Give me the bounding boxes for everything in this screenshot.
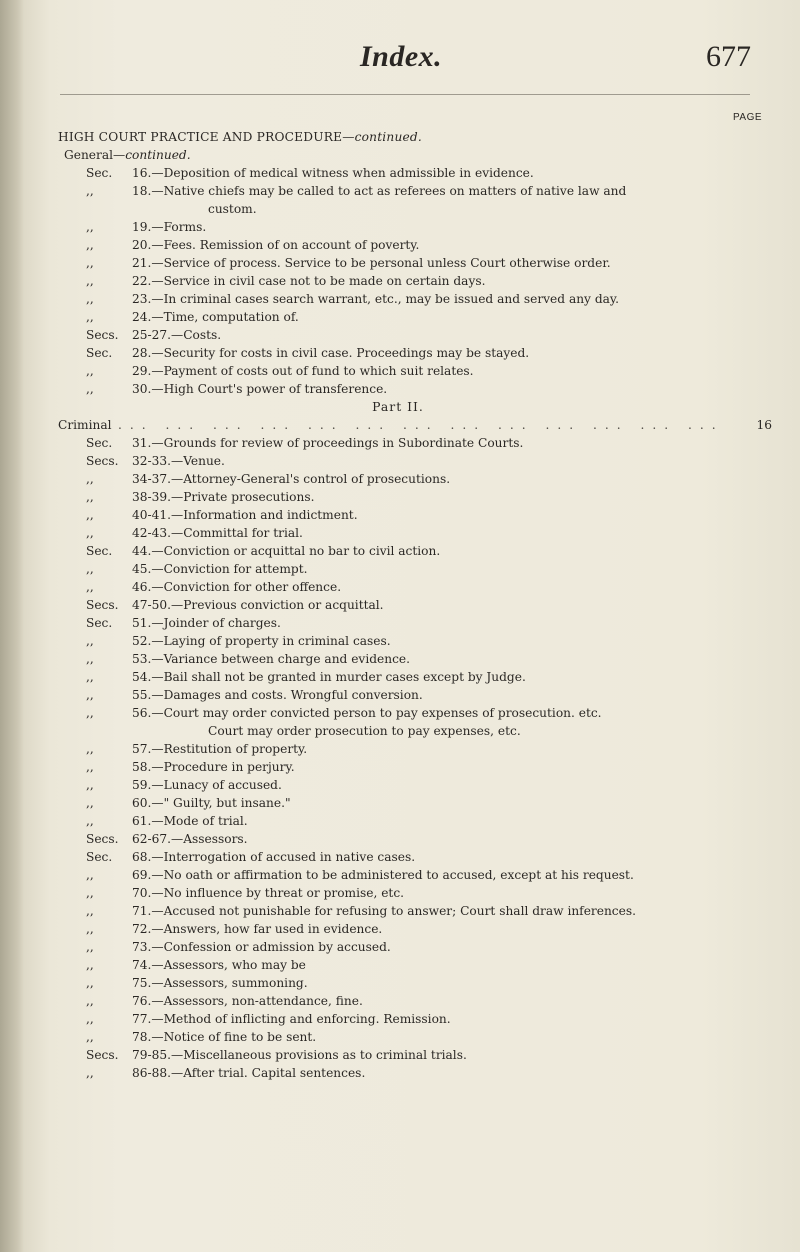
entry-section-number: 44. [132,544,152,558]
index-entry [58,326,778,344]
index-entry [58,704,778,722]
entry-description: —Previous conviction or acquittal. [171,598,384,612]
entry-description: —Miscellaneous provisions as to criminal trials. [171,1048,467,1062]
index-entry [58,182,778,200]
entry-prefix: ,, [86,634,94,648]
entry-description: —Court may order convicted person to pay expenses of prosecution. etc. [151,706,602,720]
entry-prefix: ,, [86,1066,94,1080]
index-entry [58,218,778,236]
entry-section-number: 78. [132,1030,152,1044]
entry-section-number: 21. [132,256,152,270]
entry-description: —Service of process. Service to be personal unless Court otherwise order. [151,256,611,270]
index-body [58,128,778,1082]
entry-section-number: 77. [132,1012,152,1026]
entry-prefix: ,, [86,382,94,396]
criminal-entries-list [58,434,778,1082]
header-rule [60,94,750,95]
index-entry [58,1010,778,1028]
entry-prefix: ,, [86,220,94,234]
section-heading [58,128,778,146]
entry-description: —Damages and costs. Wrongful conversion. [151,688,423,702]
entry-prefix: ,, [86,274,94,288]
index-entry [58,596,778,614]
entry-prefix: ,, [86,940,94,954]
entry-description: —Service in civil case not to be made on certain days. [151,274,486,288]
index-entry [58,1028,778,1046]
index-entry [58,344,778,362]
entry-section-number: 18. [132,184,152,198]
entry-section-number: 76. [132,994,152,1008]
index-entry [58,866,778,884]
entry-section-number: 24. [132,310,152,324]
entry-prefix: Secs. [86,598,119,612]
entry-section-number: 29. [132,364,152,378]
criminal-heading: Criminal [58,418,112,432]
entry-description: —Forms. [151,220,207,234]
entry-prefix: ,, [86,580,94,594]
criminal-heading-line [58,416,778,434]
entry-description: —Variance between charge and evidence. [151,652,410,666]
index-entry [58,488,778,506]
entry-description: —High Court's power of transference. [151,382,388,396]
index-entry [58,470,778,488]
entry-prefix: Sec. [86,346,113,360]
entry-prefix: ,, [86,1012,94,1026]
entry-section-number: 56. [132,706,152,720]
index-entry [58,272,778,290]
index-entry-continuation: Court may order prosecution to pay expenses, etc. [208,724,521,738]
entry-prefix: ,, [86,742,94,756]
entry-prefix: ,, [86,922,94,936]
entry-description: —Assessors, non-attendance, fine. [151,994,363,1008]
entry-section-number: 54. [132,670,152,684]
entry-prefix: ,, [86,886,94,900]
entry-description: —Conviction or acquittal no bar to civil action. [151,544,441,558]
entry-prefix: ,, [86,508,94,522]
entry-section-number: 86-88. [132,1066,172,1080]
index-entry-continuation: custom. [208,202,257,216]
entry-prefix: ,, [86,652,94,666]
entry-section-number: 69. [132,868,152,882]
entry-prefix: ,, [86,994,94,1008]
entry-section-number: 75. [132,976,152,990]
entry-section-number: 38-39. [132,490,172,504]
index-entry [58,848,778,866]
entry-description: —Conviction for other offence. [151,580,342,594]
entry-prefix: ,, [86,292,94,306]
entry-prefix: ,, [86,562,94,576]
entry-description: —Assessors. [171,832,248,846]
index-entry [58,308,778,326]
index-entry [58,740,778,758]
entry-section-number: 58. [132,760,152,774]
subsection-heading [58,146,778,164]
entry-section-number: 70. [132,886,152,900]
entry-section-number: 79-85. [132,1048,172,1062]
entry-description: —Restitution of property. [151,742,308,756]
page-binding-shadow [0,0,24,1252]
entry-prefix: ,, [86,976,94,990]
index-entry [58,650,778,668]
entry-description: —Mode of trial. [151,814,248,828]
entry-description: —No influence by threat or promise, etc. [151,886,405,900]
entry-description: —Committal for trial. [171,526,303,540]
entry-section-number: 22. [132,274,152,288]
entry-section-number: 73. [132,940,152,954]
entry-section-number: 31. [132,436,152,450]
entry-description: —Notice of fine to be sent. [151,1030,317,1044]
entry-description: —" Guilty, but insane." [151,796,291,810]
entry-section-number: 42-43. [132,526,172,540]
entry-section-number: 59. [132,778,152,792]
entry-section-number: 72. [132,922,152,936]
entry-prefix: Secs. [86,454,119,468]
entry-section-number: 74. [132,958,152,972]
entry-description: —Time, computation of. [151,310,299,324]
index-entry [58,452,778,470]
entry-description: —Answers, how far used in evidence. [151,922,383,936]
entry-section-number: 20. [132,238,152,252]
entry-section-number: 57. [132,742,152,756]
index-entry [58,578,778,596]
entry-prefix: ,, [86,490,94,504]
index-entry [58,974,778,992]
entry-prefix: Secs. [86,328,119,342]
entry-description: —Payment of costs out of fund to which suit relates. [151,364,474,378]
entry-prefix: ,, [86,238,94,252]
entry-prefix: ,, [86,310,94,324]
entry-description: —Private prosecutions. [171,490,315,504]
entry-prefix: Sec. [86,850,113,864]
index-entry [58,164,778,182]
entry-prefix: ,, [86,868,94,882]
entry-description: —In criminal cases search warrant, etc., may be issued and served any day. [151,292,620,306]
entry-description: —Attorney-General's control of prosecutions. [171,472,451,486]
entry-description: —Grounds for review of proceedings in Subordinate Courts. [151,436,524,450]
entry-section-number: 51. [132,616,152,630]
entry-description: —Bail shall not be granted in murder cases except by Judge. [151,670,526,684]
entry-prefix: ,, [86,706,94,720]
index-entry [58,902,778,920]
entry-description: —After trial. Capital sentences. [171,1066,366,1080]
index-entry [58,686,778,704]
index-entry [58,362,778,380]
index-entry [58,956,778,974]
entry-description: —No oath or affirmation to be administered to accused, except at his request. [151,868,634,882]
entry-prefix: ,, [86,958,94,972]
entry-description: —Venue. [171,454,225,468]
entry-section-number: 25-27. [132,328,172,342]
entry-description: —Security for costs in civil case. Proceedings may be stayed. [151,346,530,360]
entry-section-number: 62-67. [132,832,172,846]
entry-prefix: ,, [86,688,94,702]
entry-description: —Procedure in perjury. [151,760,295,774]
entry-prefix: ,, [86,904,94,918]
entry-prefix: Sec. [86,616,113,630]
entry-section-number: 16. [132,166,152,180]
page-number: 677 [706,40,751,73]
entry-section-number: 30. [132,382,152,396]
index-entry [58,380,778,398]
entry-description: —Accused not punishable for refusing to answer; Court shall draw inferences. [151,904,636,918]
entry-section-number: 32-33. [132,454,172,468]
entry-prefix: ,, [86,760,94,774]
entry-prefix: Sec. [86,166,113,180]
entry-description: —Native chiefs may be called to act as referees on matters of native law and [151,184,627,198]
entry-section-number: 19. [132,220,152,234]
index-entry [58,938,778,956]
index-entry [58,236,778,254]
entry-prefix: Sec. [86,436,113,450]
criminal-page-ref: 16 [756,418,772,432]
entry-prefix: ,, [86,670,94,684]
entry-section-number: 52. [132,634,152,648]
entry-section-number: 46. [132,580,152,594]
entry-description: —Method of inflicting and enforcing. Remission. [151,1012,451,1026]
entry-description: —Information and indictment. [171,508,358,522]
entry-prefix: ,, [86,1030,94,1044]
index-entry [58,1046,778,1064]
index-entry [58,776,778,794]
entry-description: —Interrogation of accused in native cases. [151,850,416,864]
entry-description: —Assessors, summoning. [151,976,308,990]
entry-section-number: 68. [132,850,152,864]
index-entry [58,254,778,272]
entry-description: —Joinder of charges. [151,616,281,630]
index-entry [58,668,778,686]
entry-section-number: 23. [132,292,152,306]
entry-section-number: 45. [132,562,152,576]
running-title: Index. [360,40,443,73]
index-entry [58,632,778,650]
index-entry [58,884,778,902]
entry-prefix: ,, [86,256,94,270]
entry-section-number: 47-50. [132,598,172,612]
entry-prefix: ,, [86,526,94,540]
entry-description: —Confession or admission by accused. [151,940,391,954]
index-entry [58,830,778,848]
entry-prefix: ,, [86,472,94,486]
index-entry [58,614,778,632]
index-entry [58,920,778,938]
index-entry [58,290,778,308]
section-heading-continued: —continued. [342,130,422,144]
index-entry [58,812,778,830]
index-entry [58,1064,778,1082]
entry-description: —Assessors, who may be [151,958,306,972]
dot-leader: ... ... ... ... ... ... ... ... ... ... ... ... ... [118,418,724,432]
entry-prefix: ,, [86,184,94,198]
entry-prefix: Secs. [86,832,119,846]
page-header [0,0,800,100]
entry-section-number: 71. [132,904,152,918]
index-entry [58,524,778,542]
section-heading-text: HIGH COURT PRACTICE AND PROCEDURE [58,130,343,144]
entry-section-number: 28. [132,346,152,360]
index-entry [58,542,778,560]
entry-description: —Fees. Remission of on account of poverty. [151,238,420,252]
entry-section-number: 55. [132,688,152,702]
entry-prefix: Secs. [86,1048,119,1062]
index-entry [58,506,778,524]
entry-section-number: 60. [132,796,152,810]
entry-prefix: ,, [86,814,94,828]
index-entry [58,992,778,1010]
index-entry [58,758,778,776]
general-entries-list [58,164,778,398]
entry-prefix: ,, [86,778,94,792]
page-column-label: PAGE [733,112,763,123]
entry-section-number: 61. [132,814,152,828]
entry-description: —Conviction for attempt. [151,562,308,576]
entry-description: —Laying of property in criminal cases. [151,634,391,648]
entry-section-number: 40-41. [132,508,172,522]
entry-description: —Deposition of medical witness when admissible in evidence. [151,166,534,180]
index-entry [58,434,778,452]
subsection-heading-continued: —continued. [113,148,191,162]
entry-prefix: ,, [86,796,94,810]
entry-description: —Costs. [171,328,222,342]
entry-prefix: ,, [86,364,94,378]
index-entry [58,794,778,812]
subsection-heading-text: General [64,148,113,162]
entry-section-number: 34-37. [132,472,172,486]
entry-description: —Lunacy of accused. [151,778,282,792]
part-heading: Part II. [372,399,424,414]
index-entry [58,560,778,578]
entry-prefix: Sec. [86,544,113,558]
entry-section-number: 53. [132,652,152,666]
